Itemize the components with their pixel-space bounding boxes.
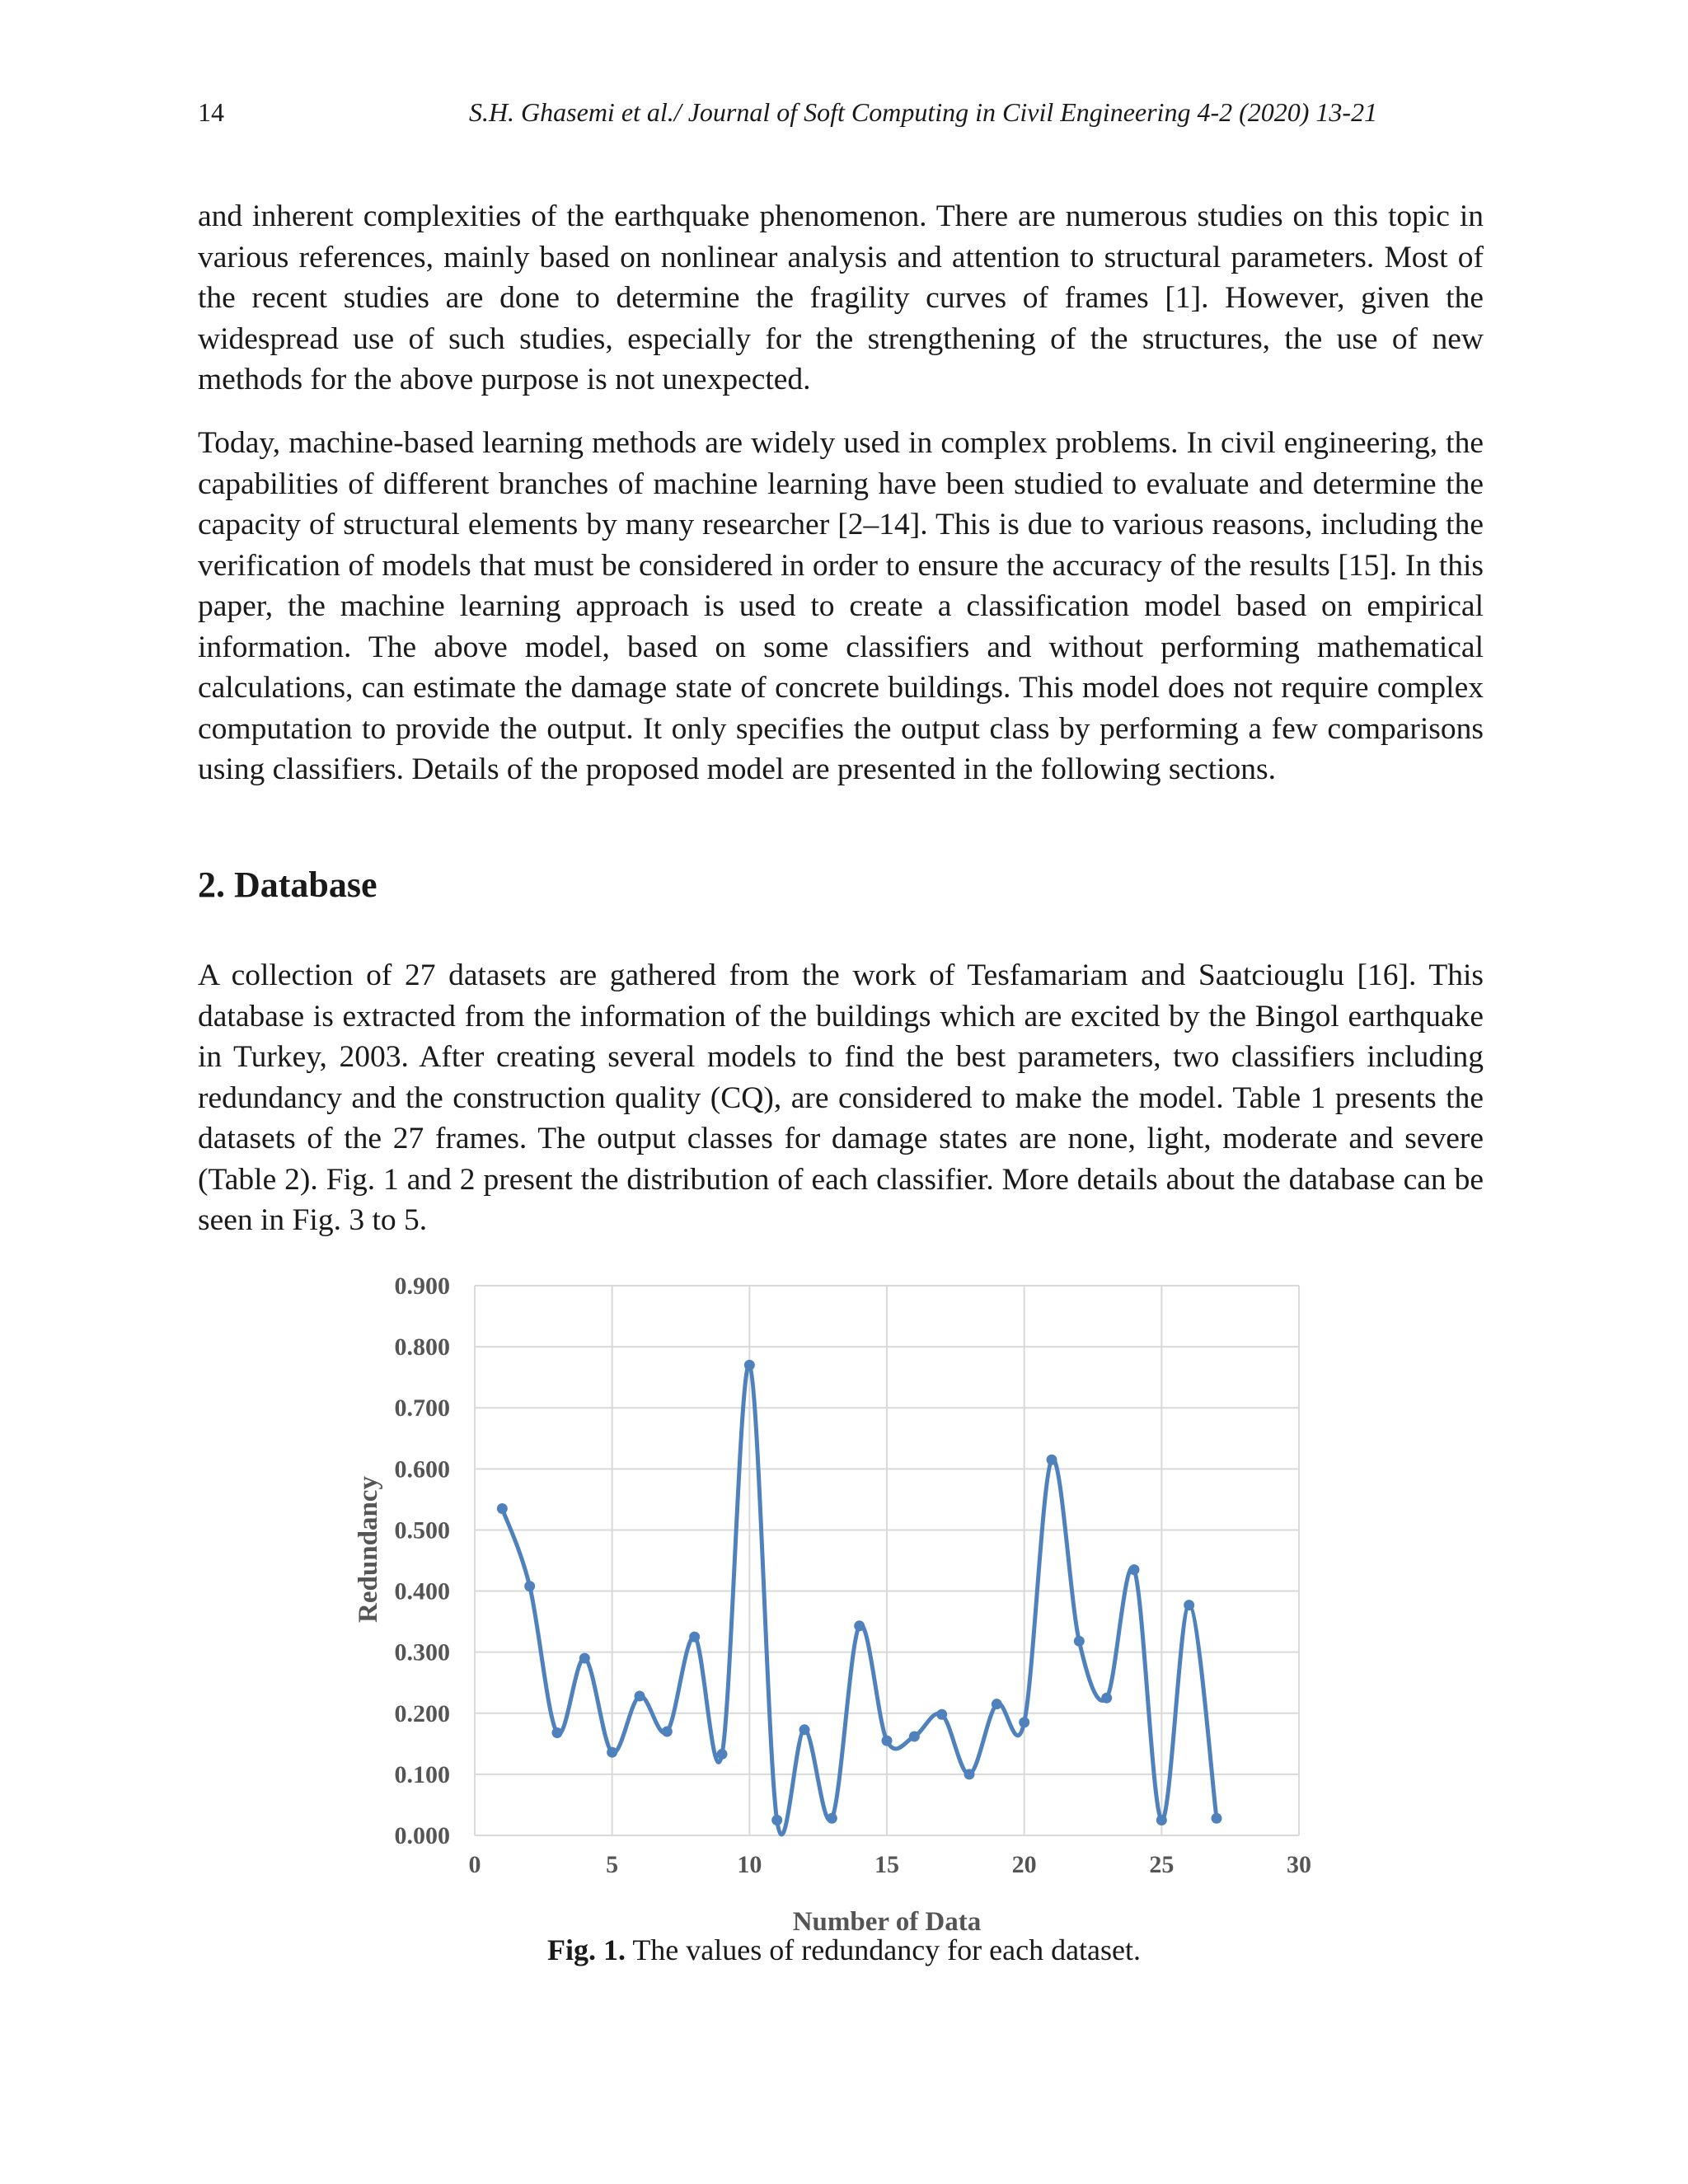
data-point — [936, 1709, 947, 1720]
data-point — [909, 1731, 920, 1741]
running-head: S.H. Ghasemi et al./ Journal of Soft Computing in Civil Engineering 4-2 (2020) 13-21 — [468, 97, 1378, 127]
data-point — [854, 1620, 865, 1631]
caption-text: The values of redundancy for each dataset. — [625, 1933, 1142, 1966]
data-point — [964, 1769, 975, 1779]
x-tick-label: 30 — [1287, 1851, 1311, 1878]
redundancy-chart — [0, 1261, 1688, 1937]
x-tick-label: 15 — [874, 1851, 899, 1878]
figure-caption — [0, 1933, 1688, 1967]
data-point — [662, 1727, 673, 1737]
body-paragraph-1: and inherent complexities of the earthquake phenomenon. There are numerous studies on this topic in various references, mainly based on nonlinear analysis and attention to structural parameters. Most of the recent studies are done to determine the fragility curves of frames [1]. However, given the widespread use of such studies, especially for the strengthening of the structures, the use of new methods for the above purpose is not unexpected. — [198, 199, 1484, 396]
y-tick-label: 0.100 — [394, 1760, 450, 1788]
y-tick-label: 0.300 — [394, 1638, 450, 1666]
page-header — [198, 97, 1484, 138]
data-point — [1101, 1693, 1112, 1704]
body-paragraph-2: Today, machine-based learning methods are widely used in complex problems. In civil engineering, the capabilities of different branches of machine learning have been studied to evaluate and determine the capacity of structural elements by many researcher [2–14]. This is due to various reasons, including the verification of models that must be considered in order to ensure the accuracy of the results [15]. In this paper, the machine learning approach is used to create a classification model based on empirical information. The above model, based on some classifiers and without performing mathematical calculations, can estimate the damage state of concrete buildings. This model does not require complex computation to provide the output. It only specifies the output class by performing a few comparisons using classifiers. Details of the proposed model are presented in the following sections. — [198, 426, 1484, 786]
y-tick-label: 0.500 — [394, 1516, 450, 1544]
data-point — [1074, 1636, 1085, 1647]
series-line — [502, 1365, 1217, 1835]
y-tick-label: 0.700 — [394, 1394, 450, 1422]
data-point — [1019, 1717, 1029, 1727]
data-point — [992, 1699, 1002, 1709]
figure-1 — [0, 1261, 1688, 2003]
data-point — [1156, 1815, 1167, 1825]
y-tick-label: 0.900 — [394, 1272, 450, 1300]
data-point — [524, 1581, 535, 1591]
data-point — [689, 1632, 700, 1643]
data-point — [497, 1503, 508, 1514]
x-tick-label: 10 — [737, 1851, 762, 1878]
y-tick-label: 0.800 — [394, 1333, 450, 1361]
y-axis-label: Redundancy — [354, 1476, 383, 1623]
x-tick-label: 0 — [468, 1851, 481, 1878]
data-point — [579, 1653, 590, 1664]
x-axis-label: Number of Data — [792, 1907, 982, 1937]
data-point — [552, 1727, 563, 1738]
data-point — [827, 1813, 837, 1824]
data-point — [717, 1749, 728, 1760]
data-point — [799, 1724, 810, 1735]
body-paragraph-3: A collection of 27 datasets are gathered from the work of Tesfamariam and Saatciouglu [16]. This database is extracted from the information of the buildings which are excited by the Bingol earthquake in Turkey, 2003. After creating several models to find the best parameters, two classifiers including redundancy and the construction quality (CQ), are considered to make the model. Table 1 presents the datasets of the 27 frames. The output classes for damage states are none, light, moderate and severe (Table 2). Fig. 1 and 2 present the distribution of each classifier. More details about the database can be seen in Fig. 3 to 5. — [198, 958, 1484, 1237]
data-point — [1212, 1813, 1222, 1824]
data-point — [771, 1815, 782, 1825]
section-heading: 2. Database — [198, 865, 377, 905]
y-tick-label: 0.200 — [394, 1699, 450, 1727]
data-point — [607, 1747, 617, 1758]
x-tick-label: 25 — [1149, 1851, 1175, 1878]
caption-label: Fig. 1. — [546, 1933, 626, 1966]
y-tick-label: 0.000 — [394, 1822, 450, 1849]
page-number: 14 — [198, 97, 224, 127]
y-tick-label: 0.400 — [394, 1577, 450, 1605]
data-point — [1184, 1600, 1194, 1610]
data-point — [1129, 1564, 1140, 1575]
data-point — [882, 1736, 893, 1746]
x-tick-label: 5 — [606, 1851, 619, 1878]
data-point — [1047, 1455, 1057, 1465]
data-point — [635, 1691, 645, 1702]
data-point — [744, 1360, 755, 1371]
y-tick-label: 0.600 — [394, 1455, 450, 1483]
x-tick-label: 20 — [1011, 1851, 1037, 1878]
